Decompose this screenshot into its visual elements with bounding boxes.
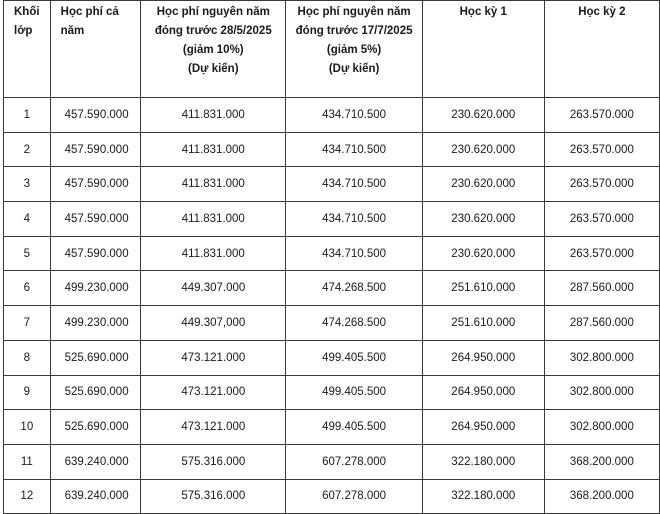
- cell-semester1: 251.610.000: [422, 271, 544, 306]
- table-row: [4, 236, 660, 271]
- header-line: đóng trước 28/5/2025: [154, 25, 272, 37]
- cell-prepaid-may: 411.831.000: [141, 167, 286, 202]
- cell-annual-fee: 639.240.000: [50, 479, 141, 514]
- cell-prepaid-may: 411.831.000: [141, 132, 286, 167]
- tuition-table: [3, 0, 660, 514]
- header-semester2: [544, 1, 659, 98]
- cell-grade: 9: [4, 375, 51, 410]
- table-row: [4, 479, 660, 514]
- cell-prepaid-may: 411.831.000: [141, 98, 286, 133]
- header-row: [4, 1, 660, 98]
- cell-semester2: 263.570.000: [544, 98, 659, 133]
- cell-annual-fee: 499.230.000: [50, 306, 141, 341]
- header-grade: [4, 1, 51, 98]
- table-row: [4, 340, 660, 375]
- cell-annual-fee: 457.590.000: [50, 202, 141, 237]
- table-row: [4, 410, 660, 445]
- header-prepaid-july: [286, 1, 422, 98]
- cell-semester2: 263.570.000: [544, 202, 659, 237]
- cell-semester1: 322.180.000: [422, 444, 544, 479]
- cell-semester2: 302.800.000: [544, 340, 659, 375]
- table-row: [4, 444, 660, 479]
- header-line: Khối: [14, 6, 40, 18]
- cell-grade: 4: [4, 202, 51, 237]
- header-line: Học phí nguyên năm: [156, 6, 270, 18]
- cell-prepaid-may: 449.307.000: [141, 271, 286, 306]
- header-line: năm: [60, 25, 85, 37]
- cell-semester1: 230.620.000: [422, 202, 544, 237]
- cell-prepaid-july: 474.268.500: [286, 271, 422, 306]
- cell-grade: 11: [4, 444, 51, 479]
- cell-annual-fee: 457.590.000: [50, 167, 141, 202]
- cell-grade: 5: [4, 236, 51, 271]
- cell-semester2: 263.570.000: [544, 132, 659, 167]
- cell-prepaid-may: 411.831.000: [141, 236, 286, 271]
- cell-semester1: 264.950.000: [422, 410, 544, 445]
- header-line: lớp: [14, 25, 33, 37]
- header-line: (Dự kiến): [328, 63, 380, 75]
- cell-semester1: 230.620.000: [422, 132, 544, 167]
- cell-semester1: 264.950.000: [422, 375, 544, 410]
- header-prepaid-may: [141, 1, 286, 98]
- cell-grade: 10: [4, 410, 51, 445]
- table-row: [4, 271, 660, 306]
- cell-semester1: 322.180.000: [422, 479, 544, 514]
- cell-semester1: 230.620.000: [422, 98, 544, 133]
- cell-annual-fee: 525.690.000: [50, 410, 141, 445]
- cell-grade: 2: [4, 132, 51, 167]
- cell-semester2: 368.200.000: [544, 444, 659, 479]
- cell-prepaid-may: 575.316.000: [141, 444, 286, 479]
- cell-semester2: 302.800.000: [544, 375, 659, 410]
- cell-prepaid-july: 474.268.500: [286, 306, 422, 341]
- cell-grade: 12: [4, 479, 51, 514]
- cell-annual-fee: 457.590.000: [50, 236, 141, 271]
- table-row: [4, 132, 660, 167]
- header-line: (Dự kiến): [188, 63, 239, 75]
- cell-semester2: 368.200.000: [544, 479, 659, 514]
- header-annual-fee: [50, 1, 141, 98]
- cell-prepaid-may: 449.307,000: [141, 306, 286, 341]
- cell-prepaid-may: 473.121.000: [141, 340, 286, 375]
- cell-semester1: 230.620.000: [422, 167, 544, 202]
- cell-annual-fee: 457.590.000: [50, 132, 141, 167]
- header-line: Học kỳ 2: [578, 6, 626, 18]
- cell-semester2: 263.570.000: [544, 167, 659, 202]
- header-line: Học phí nguyên năm: [297, 6, 411, 18]
- cell-prepaid-july: 499.405.500: [286, 375, 422, 410]
- cell-semester2: 287.560.000: [544, 306, 659, 341]
- cell-prepaid-may: 473.121.000: [141, 410, 286, 445]
- cell-prepaid-july: 434.710.500: [286, 167, 422, 202]
- cell-semester2: 287.560.000: [544, 271, 659, 306]
- header-line: (giảm 10%): [182, 44, 244, 56]
- cell-annual-fee: 525.690.000: [50, 340, 141, 375]
- cell-grade: 6: [4, 271, 51, 306]
- cell-prepaid-july: 607.278.000: [286, 479, 422, 514]
- table-row: [4, 202, 660, 237]
- cell-semester1: 264.950.000: [422, 340, 544, 375]
- cell-prepaid-may: 473.121.000: [141, 375, 286, 410]
- header-line: (giảm 5%): [326, 44, 382, 56]
- header-line: đóng trước 17/7/2025: [295, 25, 413, 37]
- cell-prepaid-may: 575.316.000: [141, 479, 286, 514]
- header-line: Học phí cả: [60, 6, 119, 18]
- table-row: [4, 98, 660, 133]
- cell-semester1: 230.620.000: [422, 236, 544, 271]
- table-row: [4, 306, 660, 341]
- cell-prepaid-july: 434.710.500: [286, 98, 422, 133]
- cell-semester2: 263.570.000: [544, 236, 659, 271]
- cell-semester2: 302.800.000: [544, 410, 659, 445]
- table-row: [4, 375, 660, 410]
- cell-prepaid-may: 411.831.000: [141, 202, 286, 237]
- cell-annual-fee: 525.690.000: [50, 375, 141, 410]
- cell-prepaid-july: 499.405.500: [286, 410, 422, 445]
- table-row: [4, 167, 660, 202]
- cell-prepaid-july: 499.405.500: [286, 340, 422, 375]
- cell-grade: 8: [4, 340, 51, 375]
- header-semester1: [422, 1, 544, 98]
- cell-prepaid-july: 434.710.500: [286, 202, 422, 237]
- cell-annual-fee: 457.590.000: [50, 98, 141, 133]
- cell-annual-fee: 499.230.000: [50, 271, 141, 306]
- cell-prepaid-july: 607.278.000: [286, 444, 422, 479]
- cell-prepaid-july: 434.710.500: [286, 132, 422, 167]
- cell-prepaid-july: 434.710.500: [286, 236, 422, 271]
- cell-semester1: 251.610.000: [422, 306, 544, 341]
- cell-grade: 7: [4, 306, 51, 341]
- cell-annual-fee: 639.240.000: [50, 444, 141, 479]
- cell-grade: 3: [4, 167, 51, 202]
- header-line: Học kỳ 1: [459, 6, 507, 18]
- cell-grade: 1: [4, 98, 51, 133]
